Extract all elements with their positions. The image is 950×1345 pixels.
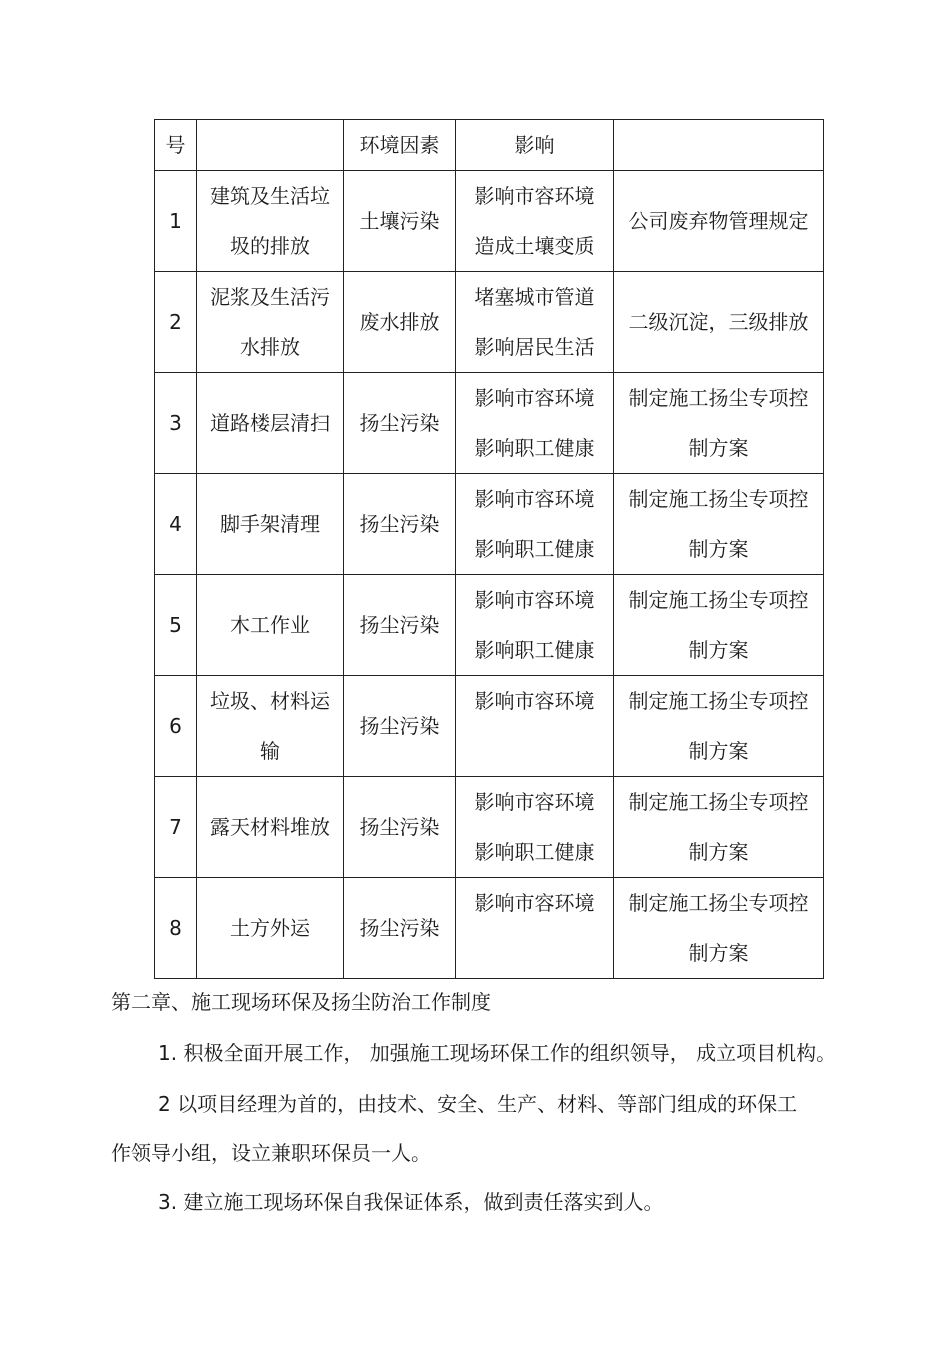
row-number-cell: 5 [155,575,197,676]
environmental-factors-table [154,119,824,979]
table-row [155,676,824,777]
measure-cell: 二级沉淀，三级排放 [614,272,824,373]
row-number-cell: 6 [155,676,197,777]
activity-cell: 脚手架清理 [197,474,344,575]
factor-cell: 扬尘污染 [344,676,456,777]
table-row [155,272,824,373]
activity-cell: 建筑及生活垃圾的排放 [197,171,344,272]
factor-cell: 扬尘污染 [344,373,456,474]
row-number-cell: 1 [155,171,197,272]
impact-cell: 影响市容环境 [456,878,614,979]
paragraph-2-line-2: 作领导小组，设立兼职环保员一人。 [111,1141,431,1165]
activity-cell: 泥浆及生活污水排放 [197,272,344,373]
measure-cell: 制定施工扬尘专项控制方案 [614,575,824,676]
impact-cell: 影响市容环境 影响职工健康 [456,373,614,474]
measure-cell: 制定施工扬尘专项控制方案 [614,474,824,575]
measure-cell: 制定施工扬尘专项控制方案 [614,373,824,474]
table-row [155,171,824,272]
impact-cell: 影响市容环境 [456,676,614,777]
activity-cell: 木工作业 [197,575,344,676]
factor-cell: 扬尘污染 [344,878,456,979]
paragraph-2-line-1: 2 以项目经理为首的，由技术、安全、生产、材料、等部门组成的环保工 [158,1092,798,1116]
factor-cell: 废水排放 [344,272,456,373]
measure-cell: 制定施工扬尘专项控制方案 [614,878,824,979]
chapter-title: 第二章、施工现场环保及扬尘防治工作制度 [111,990,491,1014]
paragraph-1: 1. 积极全面开展工作， 加强施工现场环保工作的组织领导， 成立项目机构。 [158,1041,837,1065]
table-header-row [155,120,824,171]
activity-cell: 露天材料堆放 [197,777,344,878]
row-number-cell: 3 [155,373,197,474]
row-number-cell: 2 [155,272,197,373]
factor-cell: 土壤污染 [344,171,456,272]
measure-cell: 公司废弃物管理规定 [614,171,824,272]
factor-cell: 扬尘污染 [344,575,456,676]
header-cell-factor: 环境因素 [344,120,456,171]
factor-cell: 扬尘污染 [344,777,456,878]
table-row [155,878,824,979]
table-row [155,373,824,474]
impact-cell: 影响市容环境 造成土壤变质 [456,171,614,272]
paragraph-3: 3. 建立施工现场环保自我保证体系，做到责任落实到人。 [158,1190,664,1214]
table-row [155,575,824,676]
header-cell-impact: 影响 [456,120,614,171]
table-row [155,474,824,575]
table-row [155,777,824,878]
impact-cell: 影响市容环境 影响职工健康 [456,575,614,676]
activity-cell: 土方外运 [197,878,344,979]
row-number-cell: 7 [155,777,197,878]
factor-cell: 扬尘污染 [344,474,456,575]
impact-cell: 堵塞城市管道 影响居民生活 [456,272,614,373]
header-cell-num: 号 [155,120,197,171]
activity-cell: 道路楼层清扫 [197,373,344,474]
row-number-cell: 8 [155,878,197,979]
header-cell-activity [197,120,344,171]
measure-cell: 制定施工扬尘专项控制方案 [614,676,824,777]
activity-cell: 垃圾、材料运输 [197,676,344,777]
measure-cell: 制定施工扬尘专项控制方案 [614,777,824,878]
row-number-cell: 4 [155,474,197,575]
impact-cell: 影响市容环境 影响职工健康 [456,777,614,878]
impact-cell: 影响市容环境 影响职工健康 [456,474,614,575]
header-cell-measure [614,120,824,171]
